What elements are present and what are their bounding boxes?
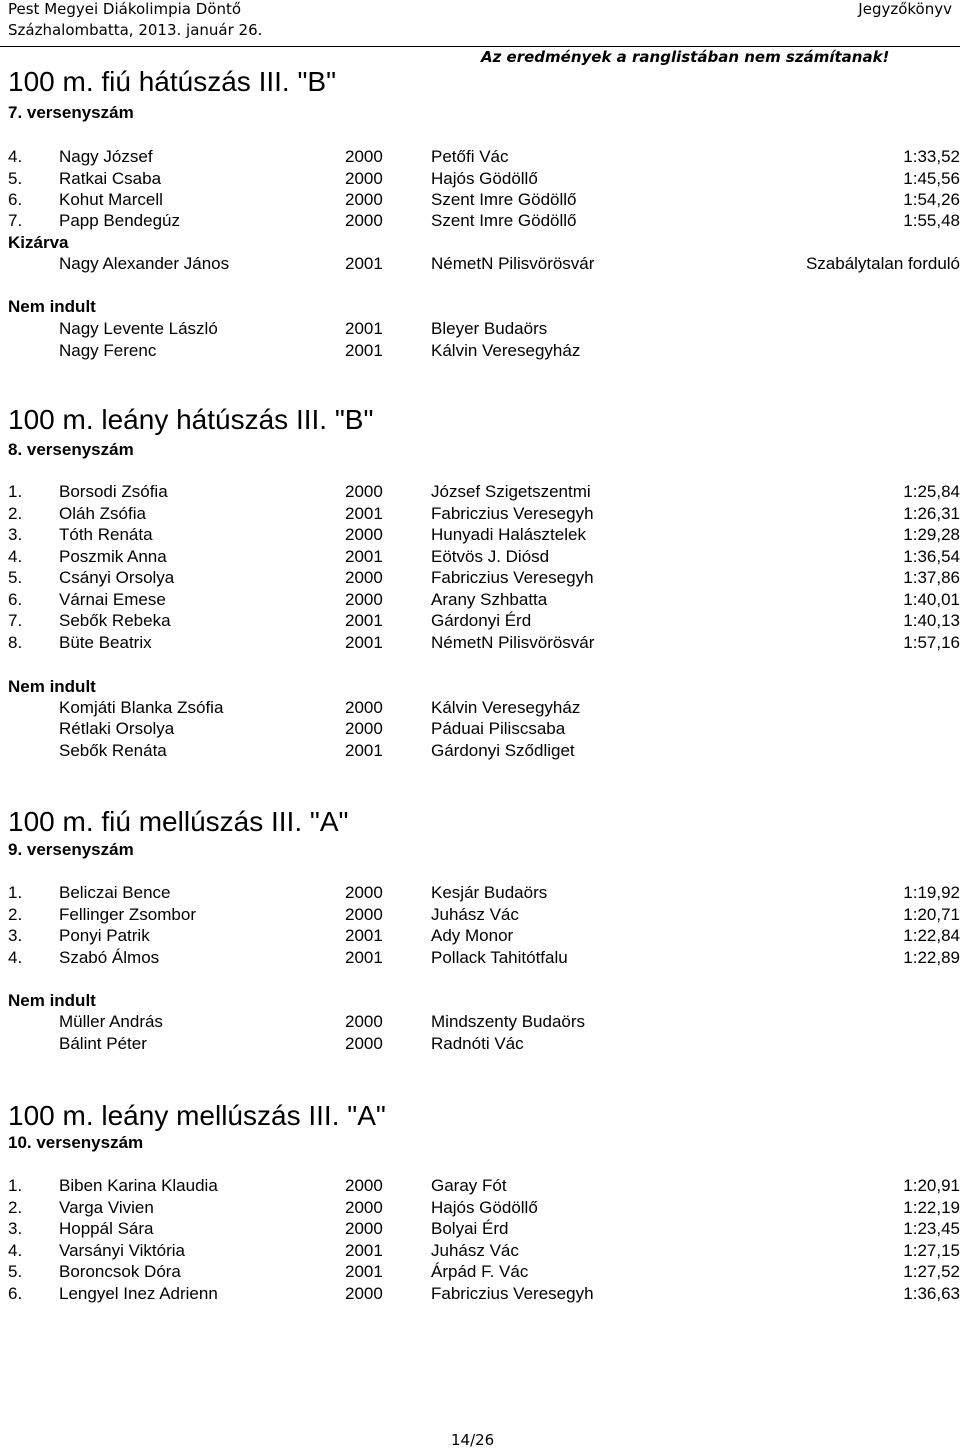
rank: 6.	[8, 190, 23, 209]
swimmer-name: Sebők Renáta	[59, 741, 167, 760]
birth-year: 2001	[345, 504, 383, 523]
result-row	[0, 546, 960, 568]
result-row	[0, 1218, 960, 1240]
swimmer-name: Kohut Marcell	[59, 190, 163, 209]
disqualified-heading: Kizárva	[8, 233, 69, 252]
birth-year: 2000	[345, 698, 383, 717]
birth-year: 2000	[345, 211, 383, 230]
birth-year: 2001	[345, 547, 383, 566]
result-row	[0, 1175, 960, 1197]
birth-year: 2001	[345, 633, 383, 652]
swimmer-name: Bálint Péter	[59, 1034, 147, 1053]
swimmer-name: Varga Vivien	[59, 1198, 154, 1217]
club: Páduai Piliscsaba	[431, 719, 566, 738]
rank: 2.	[8, 1198, 23, 1217]
birth-year: 2001	[345, 319, 383, 338]
club: Eötvös J. Diósd	[431, 547, 550, 566]
swimmer-name: Ratkai Csaba	[59, 169, 162, 188]
swimmer-name: Sebők Rebeka	[59, 611, 171, 630]
swimmer-name: Poszmik Anna	[59, 547, 167, 566]
birth-year: 2000	[345, 590, 383, 609]
swimmer-name: Szabó Álmos	[59, 948, 160, 967]
birth-year: 2000	[345, 1219, 383, 1238]
club: Ady Monor	[431, 926, 514, 945]
time: 1:27,15	[903, 1241, 960, 1260]
rank: 2.	[8, 905, 23, 924]
birth-year: 2001	[345, 926, 383, 945]
time: 1:36,54	[903, 547, 960, 566]
birth-year: 2001	[345, 341, 383, 360]
swimmer-name: Oláh Zsófia	[59, 504, 146, 523]
club: Kálvin Veresegyház	[431, 341, 581, 360]
result-row	[0, 925, 960, 947]
swimmer-name: Büte Beatrix	[59, 633, 152, 652]
club: Fabriczius Veresegyh	[431, 568, 594, 587]
swimmer-name: Boroncsok Dóra	[59, 1262, 181, 1281]
rank: 2.	[8, 504, 23, 523]
time: 1:40,01	[903, 590, 960, 609]
club: Mindszenty Budaörs	[431, 1012, 586, 1031]
rank: 1.	[8, 883, 23, 902]
rank: 1.	[8, 482, 23, 501]
time: 1:45,56	[903, 169, 960, 188]
birth-year: 2000	[345, 169, 383, 188]
swimmer-name: Papp Bendegúz	[59, 211, 180, 230]
time: 1:19,92	[903, 883, 960, 902]
swimmer-name: Nagy József	[59, 147, 153, 166]
birth-year: 2000	[345, 1198, 383, 1217]
dns-row	[0, 1011, 960, 1033]
club: Gárdonyi Sződliget	[431, 741, 575, 760]
birth-year: 2000	[345, 719, 383, 738]
time: 1:33,52	[903, 147, 960, 166]
result-row	[0, 524, 960, 546]
result-row	[0, 589, 960, 611]
result-row	[0, 1240, 960, 1262]
club: Árpád F. Vác	[431, 1262, 529, 1281]
page-header	[0, 0, 960, 47]
club: József Szigetszentmi	[431, 482, 591, 501]
rank: 7.	[8, 211, 23, 230]
time: 1:29,28	[903, 525, 960, 544]
swimmer-name: Lengyel Inez Adrienn	[59, 1284, 218, 1303]
rank: 5.	[8, 1262, 23, 1281]
disqualification-reason: Szabálytalan forduló	[805, 254, 960, 273]
rank: 5.	[8, 169, 23, 188]
result-row	[0, 189, 960, 211]
time: 1:55,48	[903, 211, 960, 230]
club: Fabriczius Veresegyh	[431, 504, 594, 523]
time: 1:25,84	[903, 482, 960, 501]
result-row	[0, 567, 960, 589]
rank: 8.	[8, 633, 23, 652]
birth-year: 2000	[345, 482, 383, 501]
result-row	[0, 146, 960, 168]
birth-year: 2000	[345, 1012, 383, 1031]
swimmer-name: Fellinger Zsombor	[59, 905, 196, 924]
result-row	[0, 210, 960, 232]
birth-year: 2001	[345, 1241, 383, 1260]
result-row	[0, 481, 960, 503]
time: 1:36,63	[903, 1284, 960, 1303]
birth-year: 2001	[345, 254, 383, 273]
time: 1:57,16	[903, 633, 960, 652]
rank: 4.	[8, 1241, 23, 1260]
club: Petőfi Vác	[431, 147, 509, 166]
club: Arany Szhbatta	[431, 590, 548, 609]
birth-year: 2000	[345, 147, 383, 166]
birth-year: 2000	[345, 525, 383, 544]
event-title: 100 m. fiú hátúszás III. "B"	[8, 66, 337, 97]
club: Hajós Gödöllő	[431, 169, 538, 188]
club: Fabriczius Veresegyh	[431, 1284, 594, 1303]
birth-year: 2001	[345, 1262, 383, 1281]
time: 1:22,84	[903, 926, 960, 945]
page-number: 14/26	[451, 1431, 495, 1449]
result-row	[0, 882, 960, 904]
club: Juhász Vác	[431, 905, 519, 924]
birth-year: 2000	[345, 190, 383, 209]
event-title: 100 m. fiú mellúszás III. "A"	[8, 806, 349, 837]
swimmer-name: Nagy Levente László	[59, 319, 218, 338]
club: Szent Imre Gödöllő	[431, 190, 577, 209]
club: Szent Imre Gödöllő	[431, 211, 577, 230]
document-type: Jegyzőkönyv	[858, 0, 952, 18]
rank: 3.	[8, 1219, 23, 1238]
swimmer-name: Beliczai Bence	[59, 883, 171, 902]
swimmer-name: Nagy Ferenc	[59, 341, 157, 360]
result-row	[0, 1261, 960, 1283]
rank: 4.	[8, 147, 23, 166]
birth-year: 2000	[345, 1176, 383, 1195]
event-number: 8. versenyszám	[8, 440, 134, 459]
time: 1:23,45	[903, 1219, 960, 1238]
result-row	[0, 1197, 960, 1219]
birth-year: 2001	[345, 741, 383, 760]
birth-year: 2000	[345, 1034, 383, 1053]
rank: 4.	[8, 547, 23, 566]
ranking-notice: Az eredmények a ranglistában nem számítanak!	[481, 48, 890, 66]
time: 1:27,52	[903, 1262, 960, 1281]
disqualified-row	[0, 253, 960, 275]
result-row	[0, 503, 960, 525]
birth-year: 2001	[345, 948, 383, 967]
club: Kesjár Budaörs	[431, 883, 548, 902]
dns-row	[0, 1033, 960, 1055]
rank: 3.	[8, 525, 23, 544]
birth-year: 2000	[345, 1284, 383, 1303]
club: Juhász Vác	[431, 1241, 519, 1260]
swimmer-name: Ponyi Patrik	[59, 926, 150, 945]
swimmer-name: Csányi Orsolya	[59, 568, 175, 587]
club: NémetN Pilisvörösvár	[431, 254, 595, 273]
dns-row	[0, 718, 960, 740]
swimmer-name: Biben Karina Klaudia	[59, 1176, 218, 1195]
dns-row	[0, 318, 960, 340]
event-number: 10. versenyszám	[8, 1133, 144, 1152]
dns-row	[0, 340, 960, 362]
rank: 5.	[8, 568, 23, 587]
birth-year: 2000	[345, 883, 383, 902]
swimmer-name: Nagy Alexander János	[59, 254, 230, 273]
time: 1:20,71	[903, 905, 960, 924]
swimmer-name: Müller András	[59, 1012, 163, 1031]
club: Bolyai Érd	[431, 1219, 509, 1238]
event-title: 100 m. leány mellúszás III. "A"	[8, 1100, 386, 1131]
club: Bleyer Budaörs	[431, 319, 548, 338]
club: Kálvin Veresegyház	[431, 698, 581, 717]
time: 1:22,89	[903, 948, 960, 967]
swimmer-name: Komjáti Blanka Zsófia	[59, 698, 224, 717]
club: Gárdonyi Érd	[431, 611, 532, 630]
result-row	[0, 1283, 960, 1305]
rank: 6.	[8, 1284, 23, 1303]
rank: 4.	[8, 948, 23, 967]
club: NémetN Pilisvörösvár	[431, 633, 595, 652]
dns-row	[0, 697, 960, 719]
dns-heading: Nem indult	[8, 677, 96, 696]
dns-heading: Nem indult	[8, 297, 96, 316]
swimmer-name: Várnai Emese	[59, 590, 166, 609]
rank: 1.	[8, 1176, 23, 1195]
event-title: 100 m. leány hátúszás III. "B"	[8, 404, 374, 435]
rank: 7.	[8, 611, 23, 630]
birth-year: 2001	[345, 611, 383, 630]
swimmer-name: Hoppál Sára	[59, 1219, 154, 1238]
event-number: 7. versenyszám	[8, 103, 134, 122]
dns-heading: Nem indult	[8, 991, 96, 1010]
swimmer-name: Borsodi Zsófia	[59, 482, 168, 501]
competition-title: Pest Megyei Diákolimpia Döntő	[8, 0, 242, 18]
club: Hajós Gödöllő	[431, 1198, 538, 1217]
club: Pollack Tahitótfalu	[431, 948, 568, 967]
rank: 3.	[8, 926, 23, 945]
swimmer-name: Tóth Renáta	[59, 525, 153, 544]
swimmer-name: Varsányi Viktória	[59, 1241, 185, 1260]
result-row	[0, 904, 960, 926]
time: 1:37,86	[903, 568, 960, 587]
time: 1:20,91	[903, 1176, 960, 1195]
result-row	[0, 947, 960, 969]
time: 1:40,13	[903, 611, 960, 630]
club: Garay Fót	[431, 1176, 507, 1195]
dns-row	[0, 740, 960, 762]
rank: 6.	[8, 590, 23, 609]
event-number: 9. versenyszám	[8, 840, 134, 859]
time: 1:26,31	[903, 504, 960, 523]
club: Radnóti Vác	[431, 1034, 524, 1053]
result-row	[0, 632, 960, 654]
swimmer-name: Rétlaki Orsolya	[59, 719, 175, 738]
time: 1:22,19	[903, 1198, 960, 1217]
time: 1:54,26	[903, 190, 960, 209]
location-date: Százhalombatta, 2013. január 26.	[8, 21, 263, 39]
birth-year: 2000	[345, 905, 383, 924]
result-row	[0, 610, 960, 632]
birth-year: 2000	[345, 568, 383, 587]
result-row	[0, 168, 960, 190]
club: Hunyadi Halásztelek	[431, 525, 586, 544]
